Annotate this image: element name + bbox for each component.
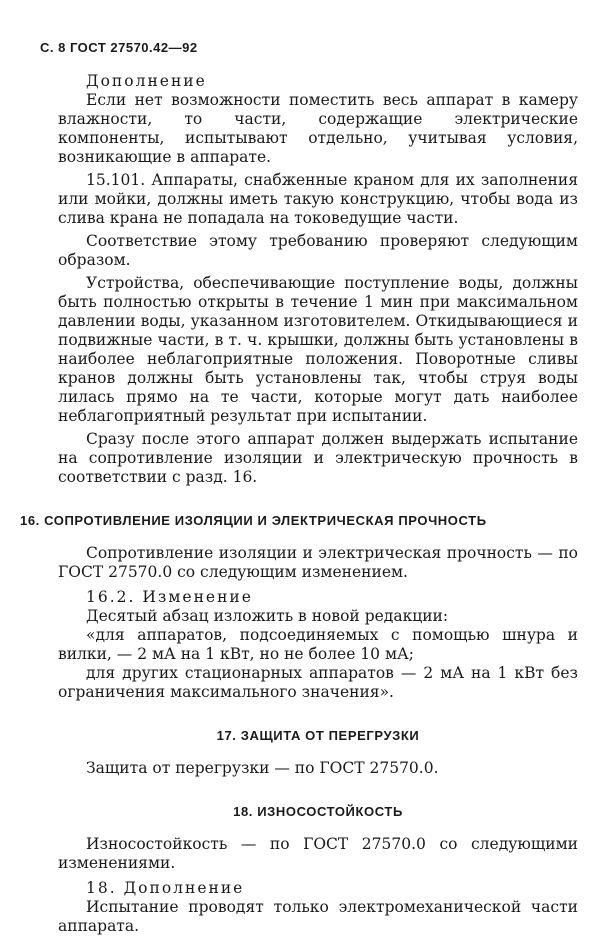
- document-body: [20, 72, 578, 936]
- water-devices-paragraph: Устройства, обеспечивающие поступление воды, должны быть полностью открыты в течение 1 мин при максимальном давлении воды, указанном изготовителем. Откидывающиеся и подвижные части, в т. ч. крышки, должны быть установлены в наиболее неблагоприятные положения. Поворотные сливы кранов должны быть установлены так, чтобы струя воды лилась прямо на те части, которые могут дать наиболее неблагоприятный результат при испытании.: [58, 274, 578, 425]
- addition-heading: Дополнение: [86, 72, 207, 90]
- section-18-text: Износостойкость — по ГОСТ 27570.0 со следующими изменениями.: [58, 835, 578, 872]
- clause-15-101: 15.101. Аппараты, снабженные краном для их заполнения или мойки, должны иметь такую конструкцию, чтобы вода из слива крана не попадала на токоведущие части.: [58, 171, 578, 227]
- tenth-paragraph-note: Десятый абзац изложить в новой редакции:: [86, 607, 449, 625]
- addition-18-text: Испытание проводят только электромеханической части аппарата.: [58, 898, 578, 935]
- section-17-title: 17. ЗАЩИТА ОТ ПЕРЕГРУЗКИ: [216, 728, 420, 743]
- quote-stationary-appliances: для других стационарных аппаратов — 2 мА на 1 кВт без ограничения максимального значения».: [58, 664, 578, 701]
- after-test-paragraph: Сразу после этого аппарат должен выдержать испытание на сопротивление изоляции и электрическую прочность в соответствии с разд. 16.: [58, 430, 578, 486]
- section-16-intro: Сопротивление изоляции и электрическая прочность — по ГОСТ 27570.0 со следующим изменением.: [58, 544, 578, 581]
- addition-18-heading: 18. Дополнение: [86, 879, 245, 897]
- addition-text: Если нет возможности поместить весь аппарат в камеру влажности, то части, содержащие электрические компоненты, испытывают отдельно, учитывая условия, возникающие в аппарате.: [58, 91, 578, 166]
- quote-cord-appliances: «для аппаратов, подсоединяемых с помощью шнура и вилки, — 2 мА на 1 кВт, но не более 10 мА;: [58, 626, 578, 663]
- section-16-title: 16. СОПРОТИВЛЕНИЕ ИЗОЛЯЦИИ И ЭЛЕКТРИЧЕСКАЯ ПРОЧНОСТЬ: [20, 513, 487, 528]
- page-header: С. 8 ГОСТ 27570.42—92: [40, 40, 198, 55]
- check-method: Соответствие этому требованию проверяют следующим образом.: [58, 232, 578, 269]
- change-16-2-heading: 16.2. Изменение: [86, 588, 253, 606]
- section-18-title: 18. ИЗНОСОСТОЙКОСТЬ: [233, 804, 403, 819]
- section-17-text: Защита от перегрузки — по ГОСТ 27570.0.: [86, 759, 439, 777]
